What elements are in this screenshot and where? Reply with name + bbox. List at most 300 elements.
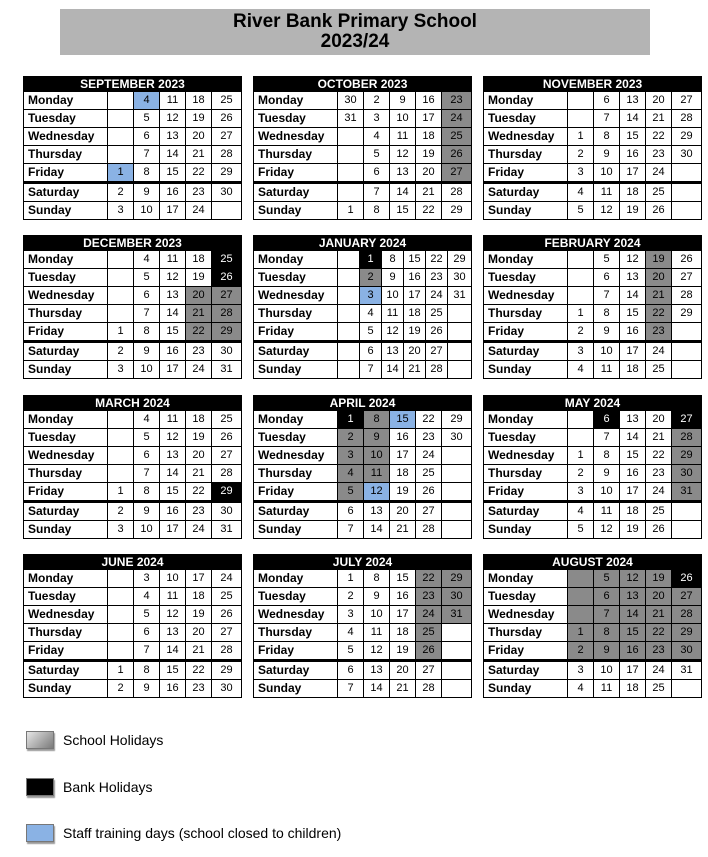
date-cell: 1 [338,570,364,587]
date-cell: 8 [594,128,620,145]
date-cell: 21 [646,287,672,304]
date-cell: 31 [680,664,693,676]
week-row [484,569,701,587]
day-label: Monday [484,570,568,587]
date-cell: 13 [364,662,390,679]
date-cell: 1 [360,251,382,268]
day-label: Thursday [254,305,338,322]
date-cell: 3 [568,662,594,679]
day-label: Tuesday [24,588,108,605]
day-label: Thursday [24,146,108,163]
date-cell: 21 [390,521,416,538]
date-cell: 2 [338,588,364,605]
date-cell: 11 [160,251,186,268]
week-row [254,250,471,268]
date-cell [448,343,471,360]
date-cell: 22 [426,251,448,268]
day-label: Tuesday [484,269,568,286]
date-cell [338,146,364,163]
date-cell: 24 [220,572,233,584]
date-cell: 8 [134,483,160,500]
day-label: Tuesday [24,429,108,446]
date-cell: 24 [426,287,448,304]
week-row [24,127,241,145]
month-header: OCTOBER 2023 [254,77,471,91]
date-cell: 27 [672,588,701,605]
day-label: Thursday [484,624,568,641]
date-cell: 18 [620,361,646,378]
date-cell: 23 [646,465,672,482]
date-cell: 3 [568,164,594,181]
date-cell: 28 [220,148,233,160]
school-name: River Bank Primary School [233,11,477,32]
date-cell: 29 [672,624,701,641]
date-cell: 2 [108,680,134,697]
date-cell: 9 [364,588,390,605]
date-cell: 25 [426,305,448,322]
date-cell: 19 [186,429,212,446]
date-cell: 4 [134,92,160,109]
date-cell: 24 [416,447,442,464]
date-cell: 18 [620,680,646,697]
date-cell: 16 [390,588,416,605]
date-cell: 21 [646,606,672,623]
date-cell: 20 [186,447,212,464]
day-label: Friday [484,164,568,181]
date-cell [108,269,134,286]
date-cell: 23 [646,146,672,163]
date-cell: 2 [568,642,594,659]
date-cell: 13 [390,164,416,181]
date-cell: 22 [186,323,212,340]
week-row [484,163,701,181]
date-cell: 23 [416,429,442,446]
date-cell: 21 [186,146,212,163]
date-cell: 6 [134,447,160,464]
date-cell: 28 [416,680,442,697]
date-cell: 7 [134,146,160,163]
date-cell: 23 [646,323,672,340]
day-label: Saturday [484,184,568,201]
day-label: Sunday [24,202,108,219]
date-cell: 3 [108,202,134,219]
date-cell [108,606,134,623]
date-cell [108,128,134,145]
day-label: Tuesday [484,588,568,605]
date-cell: 18 [186,588,212,605]
week-row [484,127,701,145]
date-cell: 15 [404,251,426,268]
legend-swatch [26,731,54,749]
week-row [24,464,241,482]
week-row [254,569,471,587]
date-cell: 27 [442,164,471,181]
date-cell: 26 [646,521,672,538]
date-cell: 15 [620,128,646,145]
week-row [254,109,471,127]
week-row [254,520,471,538]
week-row [254,410,471,428]
date-cell: 4 [360,305,382,322]
date-cell: 4 [134,251,160,268]
date-cell: 6 [594,588,620,605]
day-label: Saturday [254,343,338,360]
date-cell: 9 [364,429,390,446]
day-label: Sunday [254,521,338,538]
week-row [24,659,241,679]
date-cell: 28 [212,305,241,322]
date-cell: 6 [594,92,620,109]
week-row [254,163,471,181]
date-cell [338,361,360,378]
week-row [24,360,241,378]
date-cell: 19 [390,483,416,500]
date-cell [108,287,134,304]
week-row [254,201,471,219]
week-row [24,569,241,587]
date-cell: 3 [360,287,382,304]
date-cell: 25 [212,251,241,268]
date-cell: 5 [134,110,160,127]
week-row [484,500,701,520]
date-cell: 12 [620,251,646,268]
date-cell: 5 [338,483,364,500]
date-cell: 6 [134,287,160,304]
date-cell: 31 [220,363,233,375]
date-cell: 24 [646,662,672,679]
month-header: JUNE 2024 [24,555,241,569]
week-row [24,109,241,127]
day-label: Monday [254,251,338,268]
week-row [484,520,701,538]
date-cell: 28 [680,289,693,301]
date-cell: 19 [404,323,426,340]
day-label: Thursday [254,465,338,482]
date-cell [338,184,364,201]
date-cell: 2 [360,269,382,286]
date-cell: 29 [672,447,701,464]
date-cell: 6 [364,164,390,181]
date-cell: 29 [680,307,693,319]
date-cell: 9 [594,465,620,482]
week-row [484,428,701,446]
date-cell: 27 [416,662,442,679]
date-cell: 5 [134,606,160,623]
week-row [254,679,471,697]
date-cell: 5 [568,202,594,219]
date-cell: 1 [108,164,134,181]
date-cell: 26 [220,608,233,620]
day-label: Monday [24,570,108,587]
week-row [484,286,701,304]
date-cell: 11 [364,465,390,482]
date-cell: 13 [160,287,186,304]
date-cell [442,680,471,697]
date-cell: 13 [160,447,186,464]
date-cell [108,624,134,641]
date-cell: 6 [360,343,382,360]
date-cell: 29 [453,253,466,265]
day-label: Wednesday [484,128,568,145]
date-cell: 2 [364,92,390,109]
date-cell: 1 [108,662,134,679]
date-cell: 8 [364,411,390,428]
week-row [484,250,701,268]
month-may-2024 [483,395,702,539]
date-cell [108,570,134,587]
date-cell: 17 [160,361,186,378]
date-cell: 20 [186,128,212,145]
day-label: Tuesday [484,429,568,446]
date-cell: 16 [416,92,442,109]
week-row [24,641,241,659]
date-cell: 9 [390,92,416,109]
date-cell: 25 [220,590,233,602]
date-cell: 2 [568,146,594,163]
date-cell [338,305,360,322]
date-cell: 1 [108,323,134,340]
date-cell: 5 [134,269,160,286]
day-label: Friday [24,164,108,181]
date-cell: 10 [134,521,160,538]
date-cell: 14 [620,287,646,304]
day-label: Sunday [484,521,568,538]
date-cell: 3 [108,361,134,378]
date-cell: 4 [568,503,594,520]
date-cell: 21 [186,642,212,659]
date-cell: 14 [364,680,390,697]
week-row [24,91,241,109]
date-cell: 14 [390,184,416,201]
week-row [484,201,701,219]
date-cell: 14 [160,465,186,482]
date-cell: 14 [160,146,186,163]
day-label: Friday [254,164,338,181]
date-cell: 20 [186,624,212,641]
date-cell: 20 [390,662,416,679]
week-row [484,410,701,428]
date-cell: 22 [186,164,212,181]
week-row [484,109,701,127]
day-label: Thursday [24,465,108,482]
date-cell [108,429,134,446]
date-cell: 12 [160,269,186,286]
day-label: Sunday [24,680,108,697]
date-cell: 10 [382,287,404,304]
date-cell: 13 [160,128,186,145]
day-label: Wednesday [254,287,338,304]
day-label: Wednesday [24,447,108,464]
date-cell: 27 [220,449,233,461]
date-cell: 17 [186,570,212,587]
day-label: Tuesday [24,269,108,286]
day-label: Saturday [484,503,568,520]
date-cell: 20 [646,92,672,109]
week-row [484,482,701,500]
day-label: Sunday [254,680,338,697]
date-cell: 9 [134,343,160,360]
date-cell: 27 [426,343,448,360]
date-cell: 5 [134,429,160,446]
date-cell: 30 [672,465,701,482]
day-label: Friday [254,642,338,659]
day-label: Monday [484,251,568,268]
date-cell: 7 [594,606,620,623]
date-cell: 19 [646,570,672,587]
date-cell: 4 [134,588,160,605]
date-cell: 6 [594,269,620,286]
date-cell: 13 [620,411,646,428]
date-cell: 30 [338,92,364,109]
date-cell [672,164,701,181]
day-label: Wednesday [24,287,108,304]
date-cell: 14 [364,521,390,538]
date-cell: 9 [594,323,620,340]
day-label: Wednesday [254,447,338,464]
day-label: Saturday [254,662,338,679]
month-december-2023 [23,235,242,379]
date-cell: 26 [220,431,233,443]
date-cell: 27 [416,503,442,520]
date-cell: 13 [382,343,404,360]
day-label: Saturday [484,662,568,679]
day-label: Friday [484,642,568,659]
date-cell [442,503,471,520]
week-row [484,360,701,378]
date-cell [442,483,471,500]
date-cell: 14 [160,305,186,322]
date-cell: 28 [220,644,233,656]
day-label: Sunday [484,361,568,378]
date-cell: 23 [186,680,212,697]
date-cell: 25 [646,184,672,201]
week-row [254,641,471,659]
date-cell: 4 [134,411,160,428]
date-cell: 2 [568,465,594,482]
date-cell: 15 [390,411,416,428]
date-cell [672,202,701,219]
date-cell: 4 [364,128,390,145]
date-cell: 18 [186,251,212,268]
date-cell: 13 [620,269,646,286]
date-cell: 18 [186,92,212,109]
date-cell: 19 [646,251,672,268]
date-cell: 14 [620,606,646,623]
date-cell: 22 [186,483,212,500]
date-cell: 8 [594,624,620,641]
month-september-2023 [23,76,242,220]
week-row [254,181,471,201]
day-label: Thursday [484,465,568,482]
date-cell: 16 [620,323,646,340]
date-cell [568,429,594,446]
week-row [254,91,471,109]
legend-label: Staff training days (school closed to children) [63,825,342,841]
date-cell: 30 [220,682,233,694]
date-cell: 12 [390,146,416,163]
date-cell: 29 [450,204,463,216]
date-cell: 4 [568,680,594,697]
date-cell: 15 [160,662,186,679]
day-label: Wednesday [254,606,338,623]
date-cell: 30 [442,588,471,605]
date-cell: 28 [450,186,463,198]
week-row [254,446,471,464]
day-label: Tuesday [254,588,338,605]
date-cell: 17 [620,662,646,679]
day-label: Thursday [484,305,568,322]
date-cell: 27 [672,411,701,428]
date-cell: 14 [382,361,404,378]
date-cell: 5 [338,642,364,659]
date-cell: 23 [186,343,212,360]
date-cell: 7 [594,110,620,127]
date-cell: 3 [134,570,160,587]
date-cell: 12 [382,323,404,340]
date-cell: 23 [646,642,672,659]
day-label: Sunday [484,202,568,219]
date-cell: 18 [620,184,646,201]
date-cell: 5 [360,323,382,340]
date-cell: 4 [338,465,364,482]
date-cell: 20 [186,287,212,304]
date-cell: 6 [134,624,160,641]
day-label: Saturday [254,503,338,520]
date-cell: 1 [108,483,134,500]
month-header: AUGUST 2024 [484,555,701,569]
week-row [254,428,471,446]
day-label: Wednesday [24,606,108,623]
date-cell: 7 [364,184,390,201]
date-cell [672,361,701,378]
date-cell: 5 [364,146,390,163]
date-cell: 9 [382,269,404,286]
date-cell [568,110,594,127]
day-label: Monday [24,92,108,109]
date-cell [448,305,471,322]
date-cell [442,662,471,679]
date-cell: 18 [390,465,416,482]
date-cell: 11 [160,92,186,109]
date-cell: 31 [220,523,233,535]
date-cell: 14 [620,110,646,127]
date-cell: 31 [338,110,364,127]
date-cell: 21 [404,361,426,378]
date-cell: 29 [220,664,233,676]
date-cell: 12 [364,642,390,659]
date-cell [338,128,364,145]
day-label: Tuesday [254,269,338,286]
month-header: DECEMBER 2023 [24,236,241,250]
date-cell: 17 [416,110,442,127]
date-cell [672,503,701,520]
date-cell: 4 [338,624,364,641]
date-cell: 23 [186,503,212,520]
date-cell: 22 [416,202,442,219]
week-row [254,659,471,679]
day-label: Friday [24,483,108,500]
date-cell: 27 [220,626,233,638]
week-row [484,587,701,605]
date-cell: 25 [416,624,442,641]
date-cell: 19 [620,202,646,219]
date-cell: 2 [108,184,134,201]
week-row [484,322,701,340]
date-cell [672,323,701,340]
month-header: JANUARY 2024 [254,236,471,250]
day-label: Tuesday [484,110,568,127]
week-row [254,286,471,304]
